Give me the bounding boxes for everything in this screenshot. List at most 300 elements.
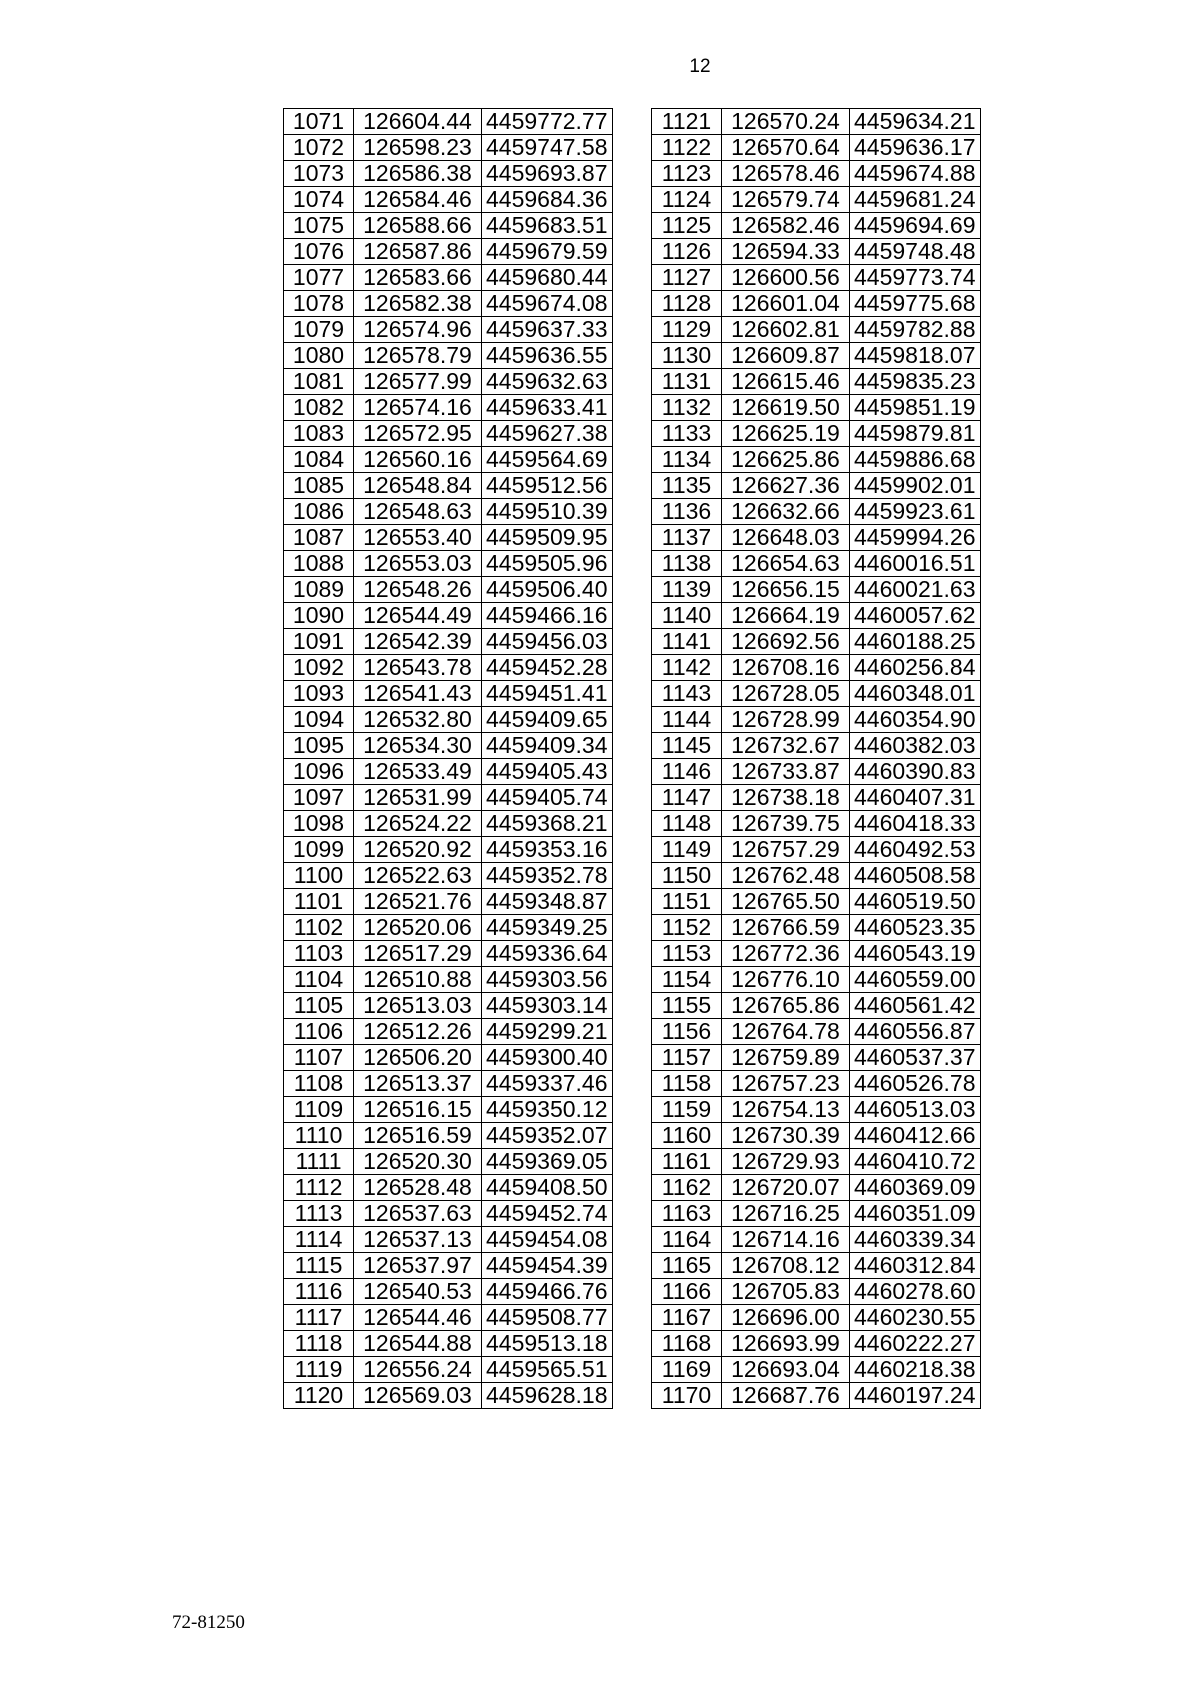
x-coordinate-cell: 126664.19 bbox=[722, 603, 850, 629]
x-coordinate-cell: 126693.04 bbox=[722, 1357, 850, 1383]
y-coordinate-cell: 4459994.26 bbox=[850, 525, 981, 551]
y-coordinate-cell: 4459637.33 bbox=[482, 317, 613, 343]
coordinate-table-left-body bbox=[284, 109, 613, 1409]
y-coordinate-cell: 4459674.88 bbox=[850, 161, 981, 187]
point-number-cell: 1132 bbox=[652, 395, 722, 421]
y-coordinate-cell: 4459369.05 bbox=[482, 1149, 613, 1175]
point-number-cell: 1154 bbox=[652, 967, 722, 993]
y-coordinate-cell: 4459683.51 bbox=[482, 213, 613, 239]
table-row bbox=[284, 1175, 613, 1201]
y-coordinate-cell: 4459353.16 bbox=[482, 837, 613, 863]
y-coordinate-cell: 4460348.01 bbox=[850, 681, 981, 707]
y-coordinate-cell: 4459879.81 bbox=[850, 421, 981, 447]
point-number-cell: 1152 bbox=[652, 915, 722, 941]
table-row bbox=[652, 1149, 981, 1175]
point-number-cell: 1098 bbox=[284, 811, 354, 837]
point-number-cell: 1118 bbox=[284, 1331, 354, 1357]
point-number-cell: 1153 bbox=[652, 941, 722, 967]
point-number-cell: 1125 bbox=[652, 213, 722, 239]
y-coordinate-cell: 4459408.50 bbox=[482, 1175, 613, 1201]
point-number-cell: 1127 bbox=[652, 265, 722, 291]
table-row bbox=[284, 395, 613, 421]
table-row bbox=[284, 993, 613, 1019]
y-coordinate-cell: 4460561.42 bbox=[850, 993, 981, 1019]
y-coordinate-cell: 4460016.51 bbox=[850, 551, 981, 577]
x-coordinate-cell: 126728.99 bbox=[722, 707, 850, 733]
x-coordinate-cell: 126732.67 bbox=[722, 733, 850, 759]
y-coordinate-cell: 4459513.18 bbox=[482, 1331, 613, 1357]
table-row bbox=[284, 1331, 613, 1357]
point-number-cell: 1100 bbox=[284, 863, 354, 889]
table-row bbox=[652, 577, 981, 603]
table-row bbox=[284, 551, 613, 577]
y-coordinate-cell: 4459405.43 bbox=[482, 759, 613, 785]
y-coordinate-cell: 4459923.61 bbox=[850, 499, 981, 525]
table-row bbox=[284, 239, 613, 265]
y-coordinate-cell: 4459454.08 bbox=[482, 1227, 613, 1253]
y-coordinate-cell: 4459303.56 bbox=[482, 967, 613, 993]
x-coordinate-cell: 126588.66 bbox=[354, 213, 482, 239]
point-number-cell: 1080 bbox=[284, 343, 354, 369]
y-coordinate-cell: 4459409.65 bbox=[482, 707, 613, 733]
table-row bbox=[284, 603, 613, 629]
y-coordinate-cell: 4460351.09 bbox=[850, 1201, 981, 1227]
point-number-cell: 1133 bbox=[652, 421, 722, 447]
x-coordinate-cell: 126570.64 bbox=[722, 135, 850, 161]
x-coordinate-cell: 126765.50 bbox=[722, 889, 850, 915]
x-coordinate-cell: 126543.78 bbox=[354, 655, 482, 681]
x-coordinate-cell: 126534.30 bbox=[354, 733, 482, 759]
x-coordinate-cell: 126582.38 bbox=[354, 291, 482, 317]
table-row bbox=[284, 1253, 613, 1279]
x-coordinate-cell: 126730.39 bbox=[722, 1123, 850, 1149]
table-row bbox=[284, 473, 613, 499]
table-row bbox=[284, 1305, 613, 1331]
coordinate-table-right bbox=[651, 108, 981, 1409]
table-row bbox=[652, 161, 981, 187]
x-coordinate-cell: 126619.50 bbox=[722, 395, 850, 421]
y-coordinate-cell: 4459782.88 bbox=[850, 317, 981, 343]
point-number-cell: 1077 bbox=[284, 265, 354, 291]
y-coordinate-cell: 4459506.40 bbox=[482, 577, 613, 603]
point-number-cell: 1085 bbox=[284, 473, 354, 499]
x-coordinate-cell: 126572.95 bbox=[354, 421, 482, 447]
table-row bbox=[652, 343, 981, 369]
point-number-cell: 1162 bbox=[652, 1175, 722, 1201]
point-number-cell: 1164 bbox=[652, 1227, 722, 1253]
point-number-cell: 1142 bbox=[652, 655, 722, 681]
point-number-cell: 1081 bbox=[284, 369, 354, 395]
y-coordinate-cell: 4460230.55 bbox=[850, 1305, 981, 1331]
point-number-cell: 1106 bbox=[284, 1019, 354, 1045]
table-row bbox=[652, 551, 981, 577]
point-number-cell: 1105 bbox=[284, 993, 354, 1019]
y-coordinate-cell: 4459633.41 bbox=[482, 395, 613, 421]
x-coordinate-cell: 126582.46 bbox=[722, 213, 850, 239]
point-number-cell: 1110 bbox=[284, 1123, 354, 1149]
point-number-cell: 1119 bbox=[284, 1357, 354, 1383]
x-coordinate-cell: 126632.66 bbox=[722, 499, 850, 525]
table-row bbox=[284, 837, 613, 863]
y-coordinate-cell: 4459452.74 bbox=[482, 1201, 613, 1227]
x-coordinate-cell: 126560.16 bbox=[354, 447, 482, 473]
table-row bbox=[284, 1357, 613, 1383]
point-number-cell: 1129 bbox=[652, 317, 722, 343]
y-coordinate-cell: 4460519.50 bbox=[850, 889, 981, 915]
x-coordinate-cell: 126693.99 bbox=[722, 1331, 850, 1357]
x-coordinate-cell: 126540.53 bbox=[354, 1279, 482, 1305]
x-coordinate-cell: 126578.79 bbox=[354, 343, 482, 369]
x-coordinate-cell: 126528.48 bbox=[354, 1175, 482, 1201]
point-number-cell: 1082 bbox=[284, 395, 354, 421]
point-number-cell: 1096 bbox=[284, 759, 354, 785]
point-number-cell: 1102 bbox=[284, 915, 354, 941]
x-coordinate-cell: 126548.84 bbox=[354, 473, 482, 499]
x-coordinate-cell: 126512.26 bbox=[354, 1019, 482, 1045]
table-row bbox=[652, 889, 981, 915]
point-number-cell: 1087 bbox=[284, 525, 354, 551]
table-row bbox=[652, 1175, 981, 1201]
table-row bbox=[284, 213, 613, 239]
x-coordinate-cell: 126708.12 bbox=[722, 1253, 850, 1279]
point-number-cell: 1074 bbox=[284, 187, 354, 213]
table-row bbox=[284, 499, 613, 525]
y-coordinate-cell: 4459565.51 bbox=[482, 1357, 613, 1383]
coordinate-table-right-body bbox=[652, 109, 981, 1409]
document-code: 72-81250 bbox=[172, 1612, 245, 1633]
y-coordinate-cell: 4459835.23 bbox=[850, 369, 981, 395]
point-number-cell: 1131 bbox=[652, 369, 722, 395]
point-number-cell: 1136 bbox=[652, 499, 722, 525]
point-number-cell: 1146 bbox=[652, 759, 722, 785]
x-coordinate-cell: 126776.10 bbox=[722, 967, 850, 993]
y-coordinate-cell: 4460418.33 bbox=[850, 811, 981, 837]
table-row bbox=[652, 1357, 981, 1383]
table-row bbox=[284, 629, 613, 655]
x-coordinate-cell: 126587.86 bbox=[354, 239, 482, 265]
y-coordinate-cell: 4459505.96 bbox=[482, 551, 613, 577]
table-row bbox=[652, 863, 981, 889]
y-coordinate-cell: 4459674.08 bbox=[482, 291, 613, 317]
point-number-cell: 1114 bbox=[284, 1227, 354, 1253]
x-coordinate-cell: 126625.19 bbox=[722, 421, 850, 447]
table-row bbox=[284, 889, 613, 915]
y-coordinate-cell: 4459684.36 bbox=[482, 187, 613, 213]
table-row bbox=[652, 785, 981, 811]
y-coordinate-cell: 4460508.58 bbox=[850, 863, 981, 889]
y-coordinate-cell: 4460188.25 bbox=[850, 629, 981, 655]
point-number-cell: 1076 bbox=[284, 239, 354, 265]
table-row bbox=[652, 1019, 981, 1045]
table-row bbox=[652, 967, 981, 993]
y-coordinate-cell: 4460537.37 bbox=[850, 1045, 981, 1071]
table-row bbox=[284, 1227, 613, 1253]
table-row bbox=[652, 525, 981, 551]
point-number-cell: 1147 bbox=[652, 785, 722, 811]
table-row bbox=[652, 993, 981, 1019]
table-row bbox=[284, 941, 613, 967]
y-coordinate-cell: 4459508.77 bbox=[482, 1305, 613, 1331]
y-coordinate-cell: 4459350.12 bbox=[482, 1097, 613, 1123]
y-coordinate-cell: 4459300.40 bbox=[482, 1045, 613, 1071]
point-number-cell: 1092 bbox=[284, 655, 354, 681]
x-coordinate-cell: 126600.56 bbox=[722, 265, 850, 291]
y-coordinate-cell: 4459694.69 bbox=[850, 213, 981, 239]
x-coordinate-cell: 126728.05 bbox=[722, 681, 850, 707]
table-row bbox=[284, 681, 613, 707]
x-coordinate-cell: 126757.29 bbox=[722, 837, 850, 863]
table-row bbox=[652, 1253, 981, 1279]
y-coordinate-cell: 4460312.84 bbox=[850, 1253, 981, 1279]
point-number-cell: 1155 bbox=[652, 993, 722, 1019]
y-coordinate-cell: 4460526.78 bbox=[850, 1071, 981, 1097]
x-coordinate-cell: 126544.46 bbox=[354, 1305, 482, 1331]
table-row bbox=[652, 473, 981, 499]
y-coordinate-cell: 4460222.27 bbox=[850, 1331, 981, 1357]
x-coordinate-cell: 126533.49 bbox=[354, 759, 482, 785]
point-number-cell: 1108 bbox=[284, 1071, 354, 1097]
x-coordinate-cell: 126586.38 bbox=[354, 161, 482, 187]
x-coordinate-cell: 126757.23 bbox=[722, 1071, 850, 1097]
point-number-cell: 1158 bbox=[652, 1071, 722, 1097]
table-row bbox=[284, 577, 613, 603]
y-coordinate-cell: 4460354.90 bbox=[850, 707, 981, 733]
x-coordinate-cell: 126510.88 bbox=[354, 967, 482, 993]
y-coordinate-cell: 4459775.68 bbox=[850, 291, 981, 317]
point-number-cell: 1160 bbox=[652, 1123, 722, 1149]
point-number-cell: 1094 bbox=[284, 707, 354, 733]
x-coordinate-cell: 126583.66 bbox=[354, 265, 482, 291]
y-coordinate-cell: 4459336.64 bbox=[482, 941, 613, 967]
table-row bbox=[652, 655, 981, 681]
x-coordinate-cell: 126656.15 bbox=[722, 577, 850, 603]
table-row bbox=[284, 1279, 613, 1305]
point-number-cell: 1163 bbox=[652, 1201, 722, 1227]
point-number-cell: 1089 bbox=[284, 577, 354, 603]
y-coordinate-cell: 4459466.76 bbox=[482, 1279, 613, 1305]
x-coordinate-cell: 126570.24 bbox=[722, 109, 850, 135]
y-coordinate-cell: 4460197.24 bbox=[850, 1383, 981, 1409]
table-row bbox=[284, 135, 613, 161]
table-row bbox=[284, 525, 613, 551]
point-number-cell: 1165 bbox=[652, 1253, 722, 1279]
table-row bbox=[652, 1123, 981, 1149]
table-row bbox=[652, 499, 981, 525]
y-coordinate-cell: 4459454.39 bbox=[482, 1253, 613, 1279]
x-coordinate-cell: 126544.88 bbox=[354, 1331, 482, 1357]
y-coordinate-cell: 4459349.25 bbox=[482, 915, 613, 941]
table-row bbox=[284, 161, 613, 187]
x-coordinate-cell: 126705.83 bbox=[722, 1279, 850, 1305]
point-number-cell: 1120 bbox=[284, 1383, 354, 1409]
table-row bbox=[284, 317, 613, 343]
table-row bbox=[284, 733, 613, 759]
point-number-cell: 1135 bbox=[652, 473, 722, 499]
table-row bbox=[652, 837, 981, 863]
table-row bbox=[652, 213, 981, 239]
y-coordinate-cell: 4459636.55 bbox=[482, 343, 613, 369]
table-row bbox=[652, 707, 981, 733]
x-coordinate-cell: 126524.22 bbox=[354, 811, 482, 837]
y-coordinate-cell: 4460256.84 bbox=[850, 655, 981, 681]
y-coordinate-cell: 4459747.58 bbox=[482, 135, 613, 161]
x-coordinate-cell: 126513.37 bbox=[354, 1071, 482, 1097]
y-coordinate-cell: 4459466.16 bbox=[482, 603, 613, 629]
table-row bbox=[284, 915, 613, 941]
point-number-cell: 1122 bbox=[652, 135, 722, 161]
point-number-cell: 1072 bbox=[284, 135, 354, 161]
x-coordinate-cell: 126708.16 bbox=[722, 655, 850, 681]
y-coordinate-cell: 4459303.14 bbox=[482, 993, 613, 1019]
x-coordinate-cell: 126520.92 bbox=[354, 837, 482, 863]
point-number-cell: 1097 bbox=[284, 785, 354, 811]
table-row bbox=[652, 1071, 981, 1097]
y-coordinate-cell: 4460492.53 bbox=[850, 837, 981, 863]
y-coordinate-cell: 4459352.07 bbox=[482, 1123, 613, 1149]
y-coordinate-cell: 4460513.03 bbox=[850, 1097, 981, 1123]
point-number-cell: 1090 bbox=[284, 603, 354, 629]
x-coordinate-cell: 126648.03 bbox=[722, 525, 850, 551]
y-coordinate-cell: 4459681.24 bbox=[850, 187, 981, 213]
table-row bbox=[284, 369, 613, 395]
x-coordinate-cell: 126615.46 bbox=[722, 369, 850, 395]
y-coordinate-cell: 4460559.00 bbox=[850, 967, 981, 993]
x-coordinate-cell: 126759.89 bbox=[722, 1045, 850, 1071]
y-coordinate-cell: 4460410.72 bbox=[850, 1149, 981, 1175]
table-row bbox=[284, 707, 613, 733]
table-row bbox=[652, 135, 981, 161]
table-row bbox=[284, 1123, 613, 1149]
table-row bbox=[652, 265, 981, 291]
table-row bbox=[284, 187, 613, 213]
x-coordinate-cell: 126654.63 bbox=[722, 551, 850, 577]
y-coordinate-cell: 4459627.38 bbox=[482, 421, 613, 447]
table-row bbox=[652, 447, 981, 473]
point-number-cell: 1116 bbox=[284, 1279, 354, 1305]
table-row bbox=[652, 1383, 981, 1409]
x-coordinate-cell: 126696.00 bbox=[722, 1305, 850, 1331]
x-coordinate-cell: 126516.15 bbox=[354, 1097, 482, 1123]
x-coordinate-cell: 126531.99 bbox=[354, 785, 482, 811]
y-coordinate-cell: 4459628.18 bbox=[482, 1383, 613, 1409]
x-coordinate-cell: 126738.18 bbox=[722, 785, 850, 811]
table-row bbox=[284, 759, 613, 785]
x-coordinate-cell: 126574.96 bbox=[354, 317, 482, 343]
y-coordinate-cell: 4460339.34 bbox=[850, 1227, 981, 1253]
y-coordinate-cell: 4460218.38 bbox=[850, 1357, 981, 1383]
y-coordinate-cell: 4459337.46 bbox=[482, 1071, 613, 1097]
y-coordinate-cell: 4460382.03 bbox=[850, 733, 981, 759]
point-number-cell: 1161 bbox=[652, 1149, 722, 1175]
y-coordinate-cell: 4459348.87 bbox=[482, 889, 613, 915]
y-coordinate-cell: 4459818.07 bbox=[850, 343, 981, 369]
x-coordinate-cell: 126754.13 bbox=[722, 1097, 850, 1123]
point-number-cell: 1151 bbox=[652, 889, 722, 915]
point-number-cell: 1145 bbox=[652, 733, 722, 759]
table-row bbox=[284, 291, 613, 317]
x-coordinate-cell: 126521.76 bbox=[354, 889, 482, 915]
table-row bbox=[284, 421, 613, 447]
table-row bbox=[652, 629, 981, 655]
point-number-cell: 1101 bbox=[284, 889, 354, 915]
x-coordinate-cell: 126772.36 bbox=[722, 941, 850, 967]
point-number-cell: 1113 bbox=[284, 1201, 354, 1227]
point-number-cell: 1099 bbox=[284, 837, 354, 863]
point-number-cell: 1112 bbox=[284, 1175, 354, 1201]
y-coordinate-cell: 4459680.44 bbox=[482, 265, 613, 291]
table-row bbox=[652, 187, 981, 213]
x-coordinate-cell: 126729.93 bbox=[722, 1149, 850, 1175]
point-number-cell: 1144 bbox=[652, 707, 722, 733]
point-number-cell: 1170 bbox=[652, 1383, 722, 1409]
x-coordinate-cell: 126766.59 bbox=[722, 915, 850, 941]
x-coordinate-cell: 126687.76 bbox=[722, 1383, 850, 1409]
table-row bbox=[652, 1279, 981, 1305]
x-coordinate-cell: 126537.13 bbox=[354, 1227, 482, 1253]
table-row bbox=[284, 265, 613, 291]
y-coordinate-cell: 4460523.35 bbox=[850, 915, 981, 941]
point-number-cell: 1084 bbox=[284, 447, 354, 473]
point-number-cell: 1078 bbox=[284, 291, 354, 317]
point-number-cell: 1141 bbox=[652, 629, 722, 655]
x-coordinate-cell: 126577.99 bbox=[354, 369, 482, 395]
x-coordinate-cell: 126553.03 bbox=[354, 551, 482, 577]
y-coordinate-cell: 4459748.48 bbox=[850, 239, 981, 265]
point-number-cell: 1168 bbox=[652, 1331, 722, 1357]
x-coordinate-cell: 126609.87 bbox=[722, 343, 850, 369]
x-coordinate-cell: 126516.59 bbox=[354, 1123, 482, 1149]
y-coordinate-cell: 4459636.17 bbox=[850, 135, 981, 161]
table-row bbox=[652, 1227, 981, 1253]
y-coordinate-cell: 4460407.31 bbox=[850, 785, 981, 811]
point-number-cell: 1143 bbox=[652, 681, 722, 707]
y-coordinate-cell: 4460556.87 bbox=[850, 1019, 981, 1045]
table-row bbox=[652, 109, 981, 135]
x-coordinate-cell: 126714.16 bbox=[722, 1227, 850, 1253]
y-coordinate-cell: 4459509.95 bbox=[482, 525, 613, 551]
y-coordinate-cell: 4460057.62 bbox=[850, 603, 981, 629]
table-row bbox=[652, 915, 981, 941]
x-coordinate-cell: 126541.43 bbox=[354, 681, 482, 707]
point-number-cell: 1079 bbox=[284, 317, 354, 343]
point-number-cell: 1083 bbox=[284, 421, 354, 447]
y-coordinate-cell: 4459564.69 bbox=[482, 447, 613, 473]
y-coordinate-cell: 4459452.28 bbox=[482, 655, 613, 681]
point-number-cell: 1086 bbox=[284, 499, 354, 525]
x-coordinate-cell: 126537.97 bbox=[354, 1253, 482, 1279]
y-coordinate-cell: 4459679.59 bbox=[482, 239, 613, 265]
y-coordinate-cell: 4459634.21 bbox=[850, 109, 981, 135]
table-row bbox=[652, 1045, 981, 1071]
table-row bbox=[652, 941, 981, 967]
y-coordinate-cell: 4459772.77 bbox=[482, 109, 613, 135]
point-number-cell: 1138 bbox=[652, 551, 722, 577]
y-coordinate-cell: 4459299.21 bbox=[482, 1019, 613, 1045]
table-row bbox=[284, 785, 613, 811]
table-row bbox=[652, 291, 981, 317]
table-row bbox=[652, 317, 981, 343]
table-row bbox=[652, 395, 981, 421]
y-coordinate-cell: 4459352.78 bbox=[482, 863, 613, 889]
table-row bbox=[652, 1305, 981, 1331]
x-coordinate-cell: 126584.46 bbox=[354, 187, 482, 213]
x-coordinate-cell: 126594.33 bbox=[722, 239, 850, 265]
x-coordinate-cell: 126520.30 bbox=[354, 1149, 482, 1175]
point-number-cell: 1121 bbox=[652, 109, 722, 135]
y-coordinate-cell: 4460390.83 bbox=[850, 759, 981, 785]
x-coordinate-cell: 126553.40 bbox=[354, 525, 482, 551]
point-number-cell: 1169 bbox=[652, 1357, 722, 1383]
